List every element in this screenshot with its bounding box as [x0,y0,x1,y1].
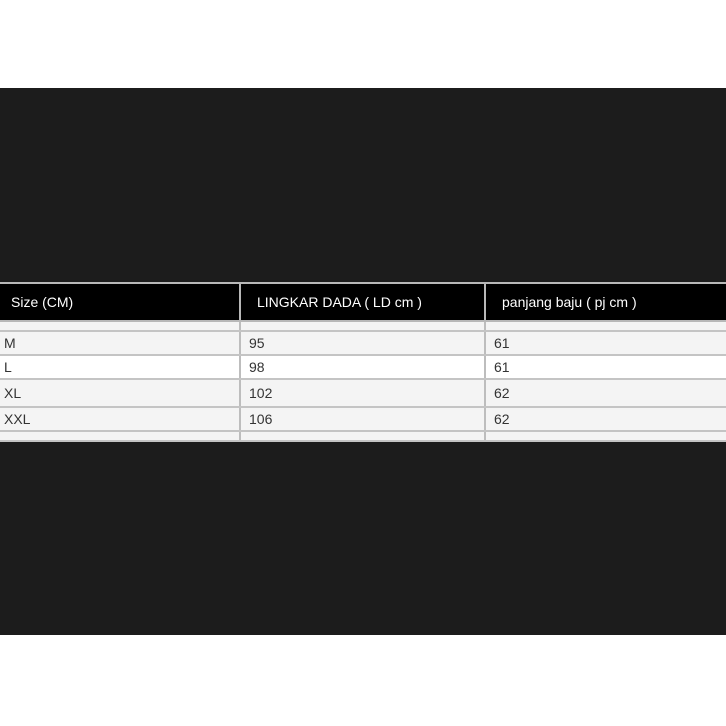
cell-size: M [0,331,240,355]
table-cell [240,431,485,441]
table-cell [240,321,485,331]
cell-chest: 98 [240,355,485,379]
spacer-row [0,431,726,441]
size-chart-table [0,282,726,442]
cell-size: L [0,355,240,379]
cell-length: 61 [485,355,726,379]
header-size: Size (CM) [0,283,240,321]
spacer-row [0,321,726,331]
header-chest-circumference: LINGKAR DADA ( LD cm ) [240,283,485,321]
header-shirt-length: panjang baju ( pj cm ) [485,283,726,321]
table-cell [0,321,240,331]
table-row [0,379,726,407]
table-cell [485,321,726,331]
cell-length: 62 [485,379,726,407]
cell-size: XXL [0,407,240,431]
table-row [0,407,726,431]
cell-chest: 95 [240,331,485,355]
cell-chest: 106 [240,407,485,431]
table-cell [485,431,726,441]
cell-length: 61 [485,331,726,355]
table-cell [0,431,240,441]
cell-size: XL [0,379,240,407]
header-row [0,283,726,321]
table-row [0,331,726,355]
table-row [0,355,726,379]
cell-length: 62 [485,407,726,431]
cell-chest: 102 [240,379,485,407]
